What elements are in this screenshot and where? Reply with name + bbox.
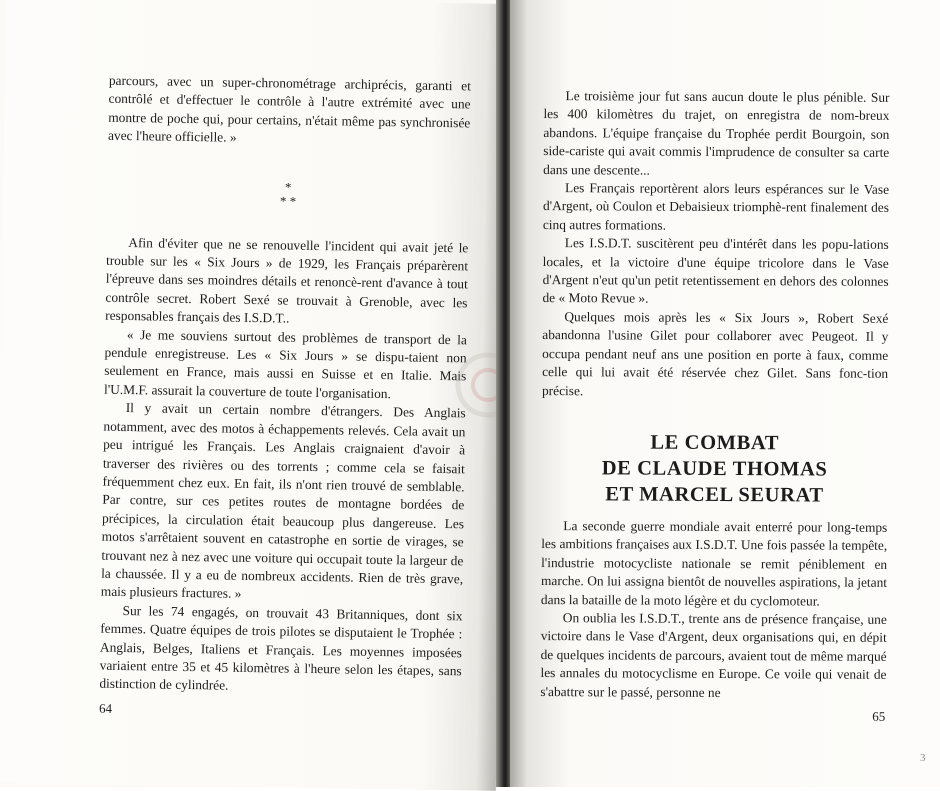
left-paragraph-1: parcours, avec un super-chronométrage archiprécis, garanti et contrôlé et d'effectuer le contrôle à l'autre extrémité avec une montre de poche qui, pour certains, n'était même pas synchronisée avec l'heure officielle. » [107,72,471,145]
right-paragraph-4: Quelques mois après les « Six Jours », Robert Sexé abandonna l'usine Gilet pour collaborer avec Peugeot. Il y occupa pendant neuf ans une position en porte à faux, comme celle qui lui avait été réservée chez Gilet. Sans fonc-tion précise. [541,309,889,398]
chapter-title-line-3: ET MARCEL SEURAT [605,483,824,507]
edge-mark: 3 [920,752,926,764]
chapter-title-line-2: DE CLAUDE THOMAS [601,457,828,481]
right-paragraph-2: Les Français reportèrent alors leurs espérances sur le Vase d'Argent, où Coulon et Debaisieux triomphè-rent finalement des cinq autres formations. [542,180,890,233]
page-number-left: 64 [98,700,113,716]
left-paragraph-5: Sur les 74 engagés, on trouvait 43 Britanniques, dont six femmes. Quatre équipes de trois pilotes se disputaient le Trophée : Anglais, Belges, Italiens et Français. Les moyennes imposées variaient entre 35 et 45 kilomètres à l'heure selon les étapes, sans distinction de cylindrée. [99,602,463,694]
stars-bottom: * * [279,193,297,209]
left-paragraph-4: Il y avait un certain nombre d'étrangers. Des Anglais notamment, avec des motos à échappements relevés. Cela avait un peu intrigué les Français. Les Anglais craignaient d'avoir à traverser des rivières ou des torrents ; comme cela se faisait fréquemment chez eux. En fait, ils n'ont rien trouvé de semblable. Par contre, sur ces petites routes de montagne bordées de précipices, la circulation était beaucoup plus dangereuse. Les motos s'arrêtaient souvent en catastrophe en sortie de virages, se trouvant nez à nez avec une voiture qui occupait toute la largeur de la chaussée. Il y a eu de nombreux accidents. Rien de très grave, mais plusieurs fractures. » [100,400,466,602]
right-paragraph-1: Le troisième jour fut sans aucun doute le plus pénible. Sur les 400 kilomètres du trajet, on enregistra de nom-breux abandons. L'équipe française du Trophée perdit Bourgoin, son side-cariste qui avait commis l'imprudence de consulter sa carte dans une descente... [543,88,890,178]
left-paragraph-3: « Je me souviens surtout des problèmes de transport de la pendule enregistreuse. Les « Six Jours » se dispu-taient non seulement en France, mais aussi en Suisse et en Italie. Mais l'U.M.F. assurait la couverture de toute l'organisation. [103,326,467,402]
section-break-stars [107,177,469,211]
chapter-paragraph-1: La seconde guerre mondiale avait enterré pour long-temps les ambitions françaises aux I.S.D.T. Une fois passée la tempête, l'industrie motocycliste nationale se remit péniblement en marche. On lui assigna bientôt de nouvelles aspirations, la jetant dans la bataille de la moto légère et du cyclomoteur. [540,518,888,609]
stars-top: * [284,179,292,195]
page-number-right: 65 [872,708,886,724]
right-page-text [542,87,890,402]
chapter-paragraph-2: On oublia les I.S.D.T., trente ans de présence française, une victoire dans le Vase d'Argent, deux organisations qui, en dépit de quelques incidents de parcours, avaient tout de même marqué les annales du motocyclisme en Europe. Ce voile qui venait de s'abattre sur le passé, personne ne [540,610,887,700]
chapter-title [541,429,887,509]
right-paragraph-3: Les I.S.D.T. suscitèrent peu d'intérêt dans les popu-lations locales, et la victoire d'une équipe tricolore dans le Vase d'Argent n'eut qu'un petit retentissement en dehors des colonnes de « Moto Revue ». [542,235,889,307]
chapter-body-text [540,517,887,703]
left-page-text [99,72,471,699]
left-paragraph-2: Afin d'éviter que ne se renouvelle l'incident qui avait jeté le trouble sur les « Six Jours » de 1929, les Français préparèrent l'épreuve dans ses moindres détails et renoncè-rent d'avance à tout contrôle secret. Robert Sexé se trouvait à Grenoble, avec les responsables français des I.S.D.T.. [105,234,469,326]
right-page [510,0,940,787]
chapter-title-line-1: LE COMBAT [650,431,780,455]
